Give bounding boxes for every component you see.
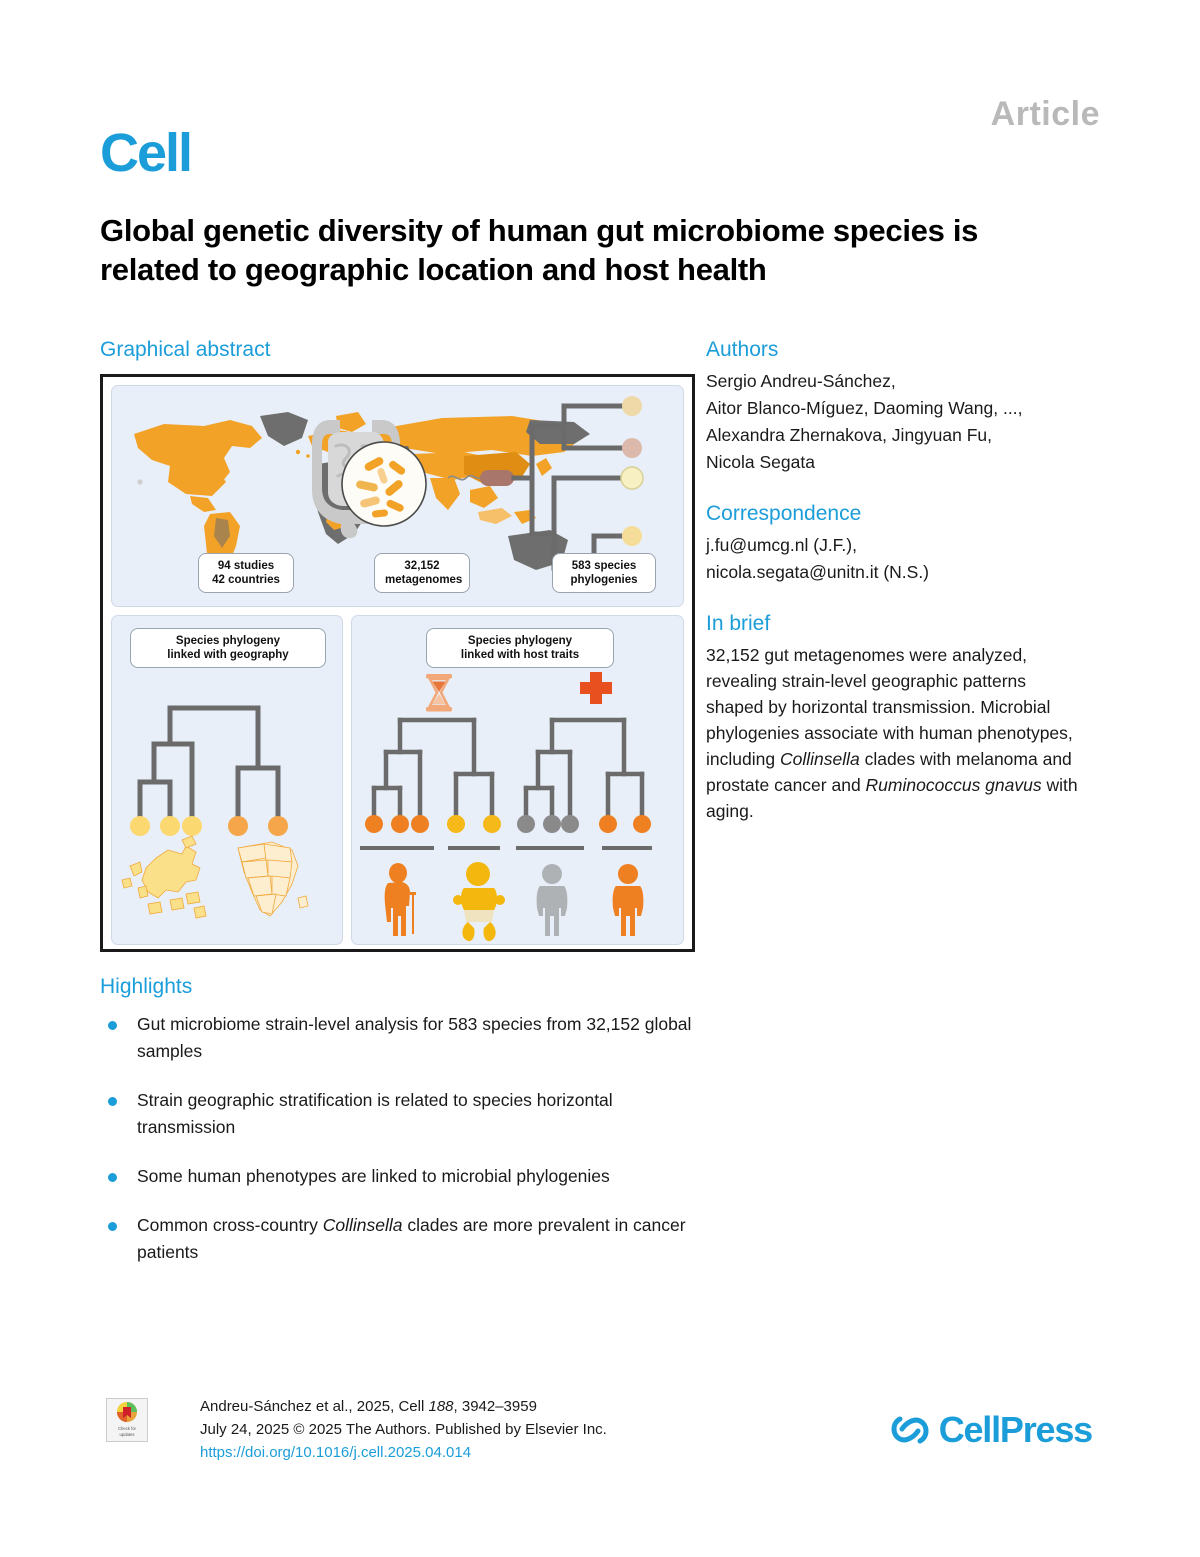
article-type-kicker: Article (990, 95, 1100, 133)
ga-bottom-row (111, 615, 684, 945)
cellpress-logo (890, 1409, 1092, 1451)
africa-map-icon (238, 842, 308, 916)
host-tree-tips-group-2 (447, 815, 501, 833)
host-tree-tips-group-4 (599, 815, 651, 833)
geography-tree-tips (130, 816, 288, 836)
list-item (100, 1011, 700, 1065)
highlight-text: Some human phenotypes are linked to microbial phylogenies (137, 1166, 610, 1186)
author-line: Alexandra Zhernakova, Jingyuan Fu, (706, 425, 992, 445)
citation-line-2: July 24, 2025 © 2025 The Authors. Published by Elsevier Inc. (200, 1421, 607, 1438)
cellpress-wordmark: CellPress (938, 1409, 1092, 1450)
graphical-abstract-figure (100, 374, 695, 952)
list-item (100, 1087, 700, 1141)
stat-pill-studies: 94 studies 42 countries (198, 553, 294, 593)
ga-top-panel (111, 385, 684, 607)
geography-panel-graphics (112, 616, 344, 946)
author-line: Sergio Andreu-Sánchez, (706, 371, 896, 391)
author-line: Nicola Segata (706, 452, 815, 472)
hourglass-icon (426, 674, 452, 712)
europe-map-icon (122, 836, 206, 918)
citation-line-1: Andreu-Sánchez et al., 2025, Cell 188, 3942–3959 (200, 1398, 537, 1415)
metadata-column (706, 338, 1086, 850)
highlights-section (100, 975, 700, 1288)
person-orange-icon (613, 864, 644, 936)
crossmark-line-1: Check for (118, 1426, 136, 1431)
geography-panel-label: Species phylogeny linked with geography (130, 628, 326, 668)
elderly-person-icon (385, 863, 416, 936)
in-brief-heading: In brief (706, 612, 771, 635)
correspondence-email[interactable]: nicola.segata@unitn.it (N.S.) (706, 562, 930, 582)
host-tree-tips-group-3 (517, 815, 579, 833)
crossmark-badge[interactable] (106, 1398, 148, 1442)
list-item (100, 1163, 700, 1190)
authors-list (706, 368, 1086, 476)
bacteria-magnifier-icon (342, 442, 426, 526)
correspondence-list (706, 532, 1086, 586)
footer (100, 1395, 1100, 1485)
cell-journal-logo: Cell (100, 123, 192, 183)
person-grey-icon (537, 864, 568, 936)
citation-block (200, 1395, 607, 1464)
crossmark-icon (114, 1401, 140, 1425)
graphical-abstract-column (100, 338, 700, 952)
correspondence-heading: Correspondence (706, 502, 862, 525)
author-line: Aitor Blanco-Míguez, Daoming Wang, ..., (706, 398, 1023, 418)
stat-pill-metagenomes: 32,152 metagenomes (374, 553, 470, 593)
host-traits-graphics (352, 616, 689, 946)
authors-heading: Authors (706, 338, 779, 361)
highlight-text: Common cross-country Collinsella clades are more prevalent in cancer patients (137, 1215, 686, 1262)
medical-cross-icon (580, 672, 612, 704)
stat-pill-phylogenies: 583 species phylogenies (552, 553, 656, 593)
host-traits-panel-label: Species phylogeny linked with host traits (426, 628, 614, 668)
crossmark-line-2: updates (119, 1432, 135, 1437)
infant-icon (453, 862, 505, 941)
cellpress-mark-icon (890, 1413, 930, 1447)
highlight-text: Gut microbiome strain-level analysis for 583 species from 32,152 global samples (137, 1014, 692, 1061)
ga-geography-panel (111, 615, 343, 945)
page-title: Global genetic diversity of human gut microbiome species is related to geographic location and host health (100, 212, 979, 287)
in-brief-text: 32,152 gut metagenomes were analyzed, revealing strain-level geographic patterns shaped by horizontal transmission. Microbial phylogenies associate with human phenotypes, including Collinsella clades with melanoma and prostate cancer and Ruminococcus gnavus with aging. (706, 645, 1078, 821)
highlights-list (100, 1011, 700, 1266)
host-tree-tips-group-1 (365, 815, 429, 833)
list-item (100, 1212, 700, 1266)
highlights-heading: Highlights (100, 975, 193, 998)
doi-link[interactable]: https://doi.org/10.1016/j.cell.2025.04.014 (200, 1444, 472, 1461)
correspondence-email[interactable]: j.fu@umcg.nl (J.F.), (706, 535, 857, 555)
highlight-text: Strain geographic stratification is related to species horizontal transmission (137, 1090, 613, 1137)
ga-host-traits-panel (351, 615, 684, 945)
graphical-abstract-heading: Graphical abstract (100, 338, 271, 361)
